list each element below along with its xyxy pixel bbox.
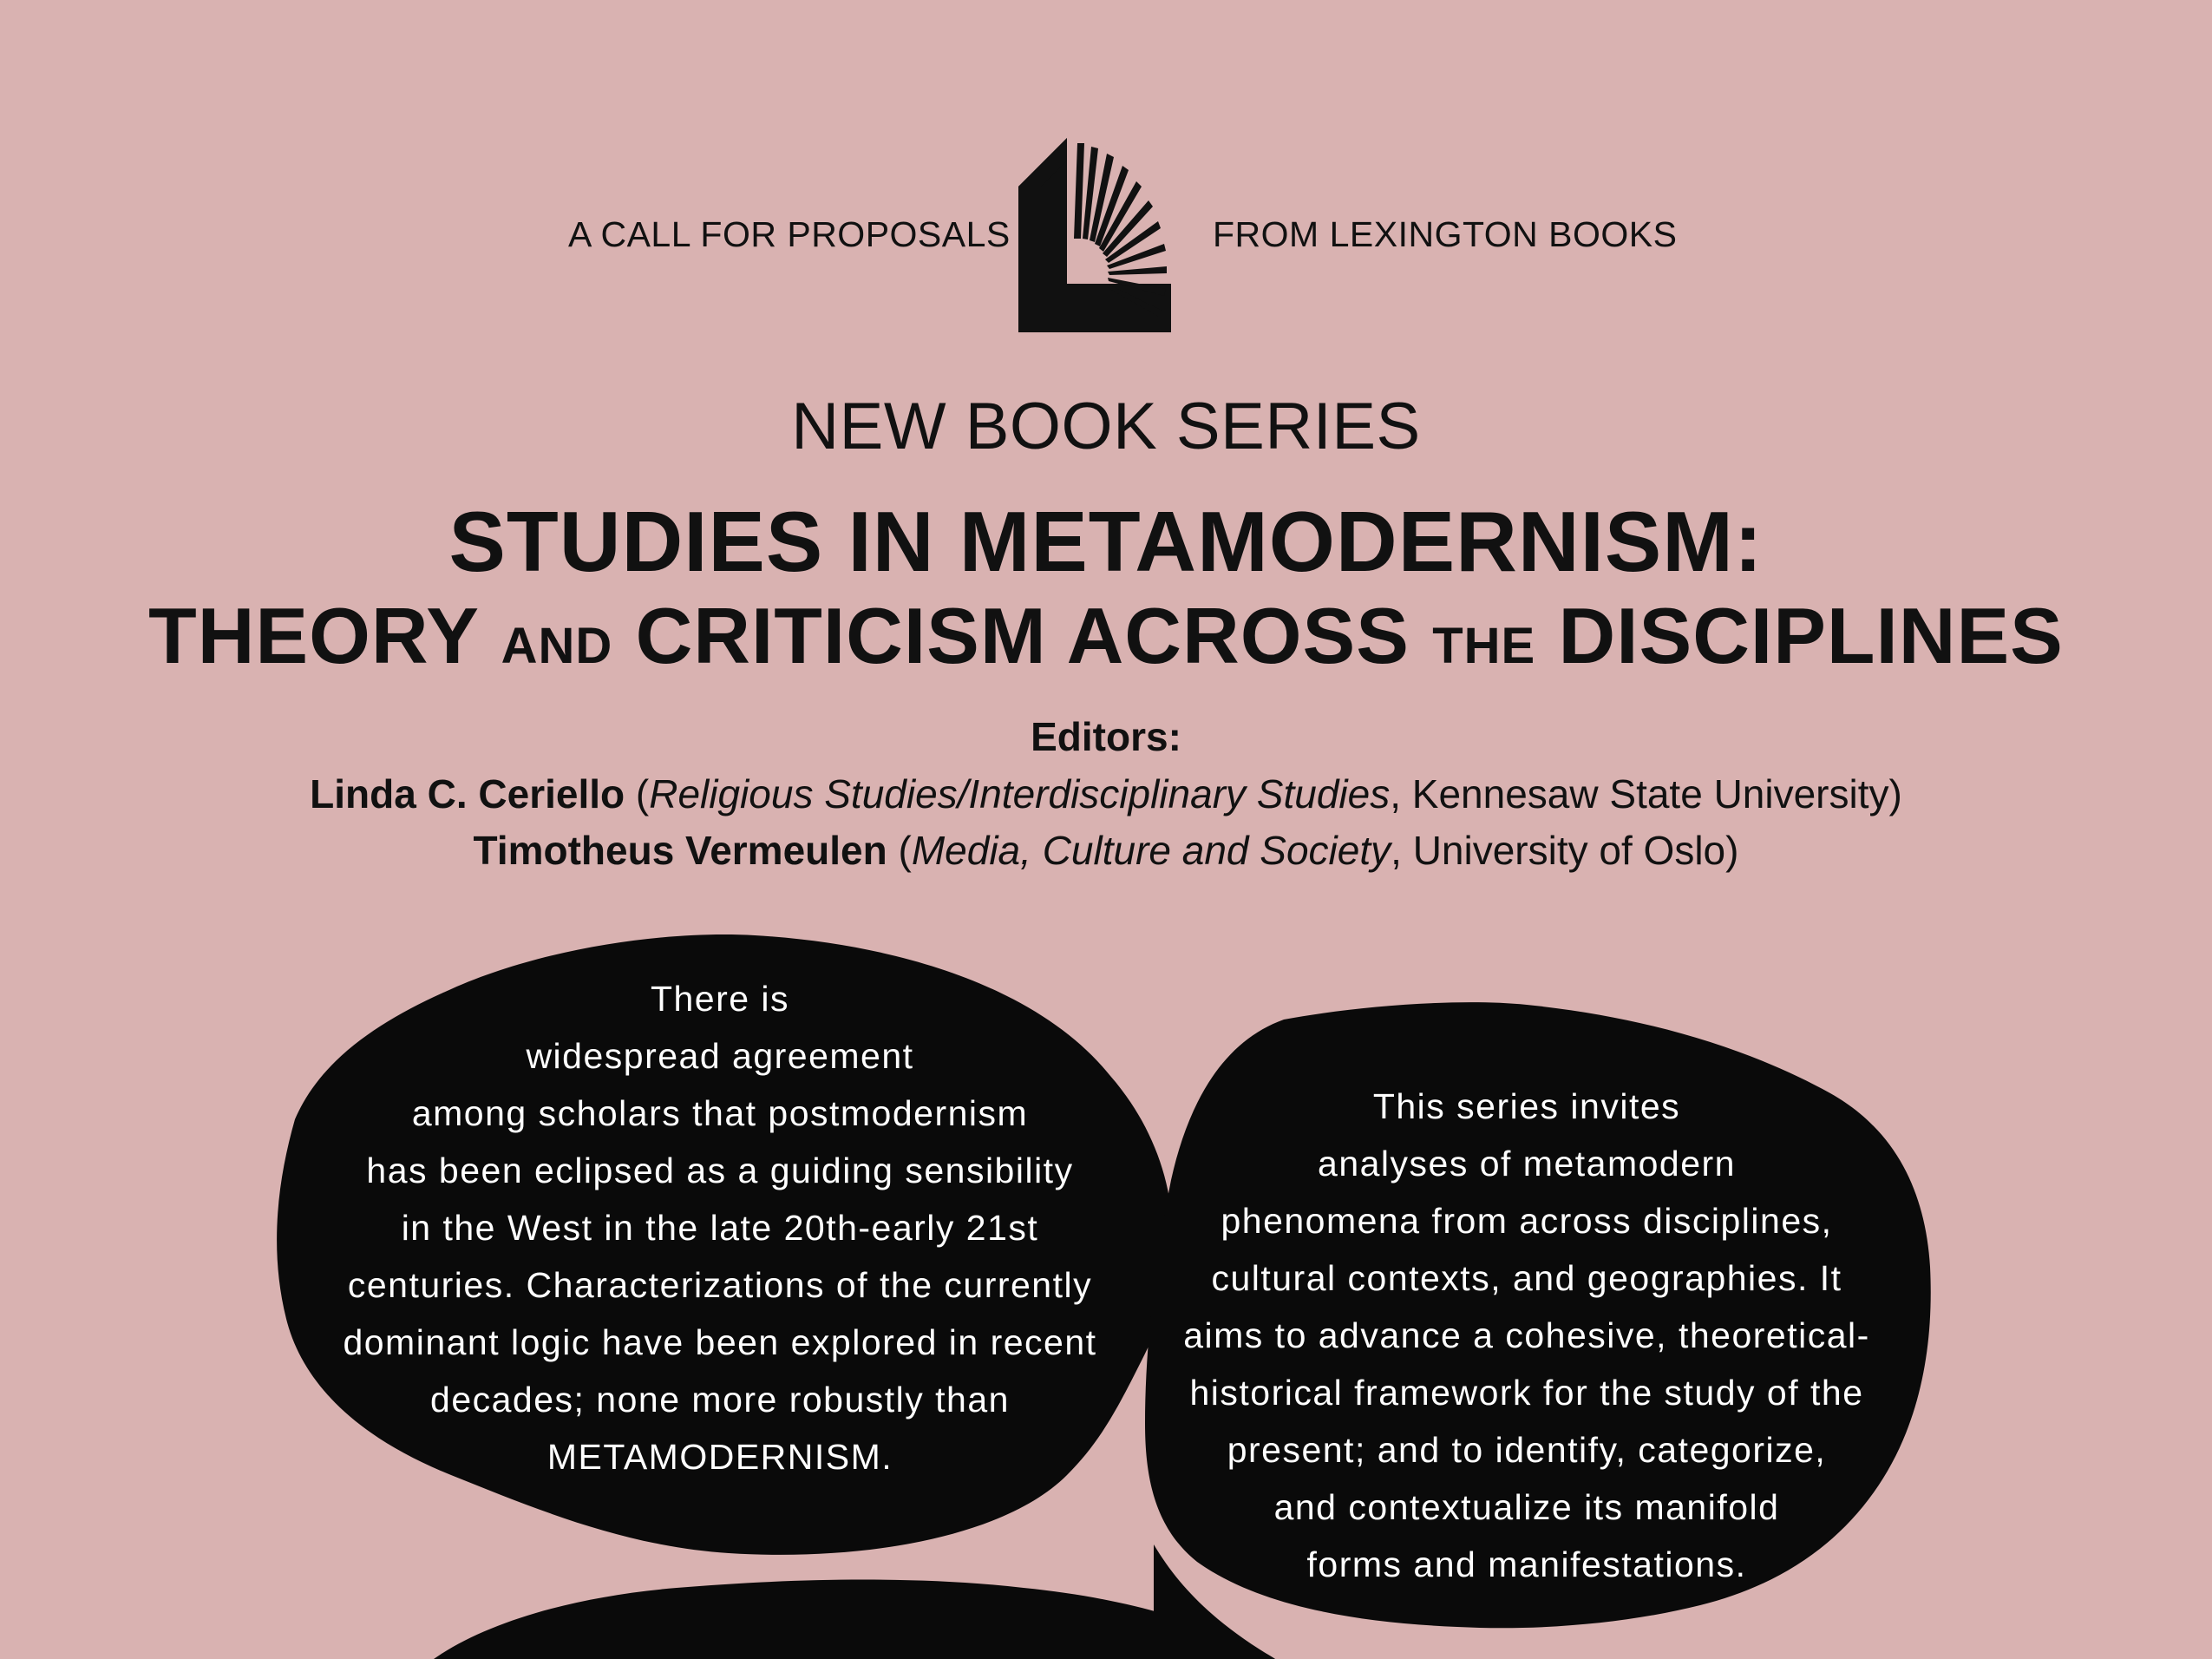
series-title-line-1: STUDIES IN METAMODERNISM: (448, 494, 1764, 589)
bubble-line: phenomena from across disciplines, (1221, 1201, 1833, 1241)
editor-name: Linda C. Ceriello (310, 771, 625, 816)
bubble-line: dominant logic have been explored in recent (343, 1322, 1097, 1362)
left-bubble-text (286, 970, 1154, 1485)
bubble-line: in the West in the late 20th-early 21st (401, 1208, 1039, 1248)
call-for-proposals-text: A CALL FOR PROPOSALS (568, 214, 1011, 254)
editor-paren-open: ( (887, 828, 912, 873)
bubble-line: aims to advance a cohesive, theoretical- (1183, 1315, 1870, 1355)
bubble-line: There is (650, 979, 790, 1019)
editor-institution: , University of Oslo) (1391, 828, 1739, 873)
title-word-and: AND (501, 618, 613, 674)
right-bubble-text (1145, 1078, 1908, 1593)
editors-label: Editors: (1031, 714, 1181, 759)
bubble-line: This series invites (1372, 1086, 1681, 1126)
bubble-line: among scholars that postmodernism (411, 1093, 1029, 1133)
title-word-theory: THEORY (148, 593, 479, 680)
title-word-disciplines: DISCIPLINES (1558, 593, 2064, 680)
title-word-the: THE (1432, 618, 1536, 674)
bubble-line: decades; none more robustly than (430, 1380, 1010, 1420)
editor-institution: , Kennesaw State University) (1390, 771, 1902, 816)
bubble-line: analyses of metamodern (1318, 1144, 1736, 1184)
new-book-series-heading: NEW BOOK SERIES (791, 390, 1421, 463)
bubble-line: METAMODERNISM. (546, 1437, 893, 1477)
bubble-line: forms and manifestations. (1306, 1544, 1747, 1584)
editor-name: Timotheus Vermeulen (473, 828, 887, 873)
title-word-criticism-across: CRITICISM ACROSS (635, 593, 1410, 680)
bubble-line: and contextualize its manifold (1273, 1487, 1780, 1527)
bubble-line: has been eclipsed as a guiding sensibility (366, 1151, 1074, 1190)
bubble-line: present; and to identify, categorize, (1227, 1430, 1827, 1470)
bubble-line: widespread agreement (526, 1036, 914, 1076)
bubble-line: centuries. Characterizations of the currently (347, 1265, 1093, 1305)
editor-department: Media, Culture and Society (911, 828, 1391, 873)
editor-paren-open: ( (625, 771, 650, 816)
editor-department: Religious Studies/Interdisciplinary Studies (649, 771, 1391, 816)
bubble-line: historical framework for the study of the (1189, 1373, 1864, 1413)
bubble-line: cultural contexts, and geographies. It (1211, 1258, 1842, 1298)
from-lexington-books-text: FROM LEXINGTON BOOKS (1213, 214, 1678, 254)
